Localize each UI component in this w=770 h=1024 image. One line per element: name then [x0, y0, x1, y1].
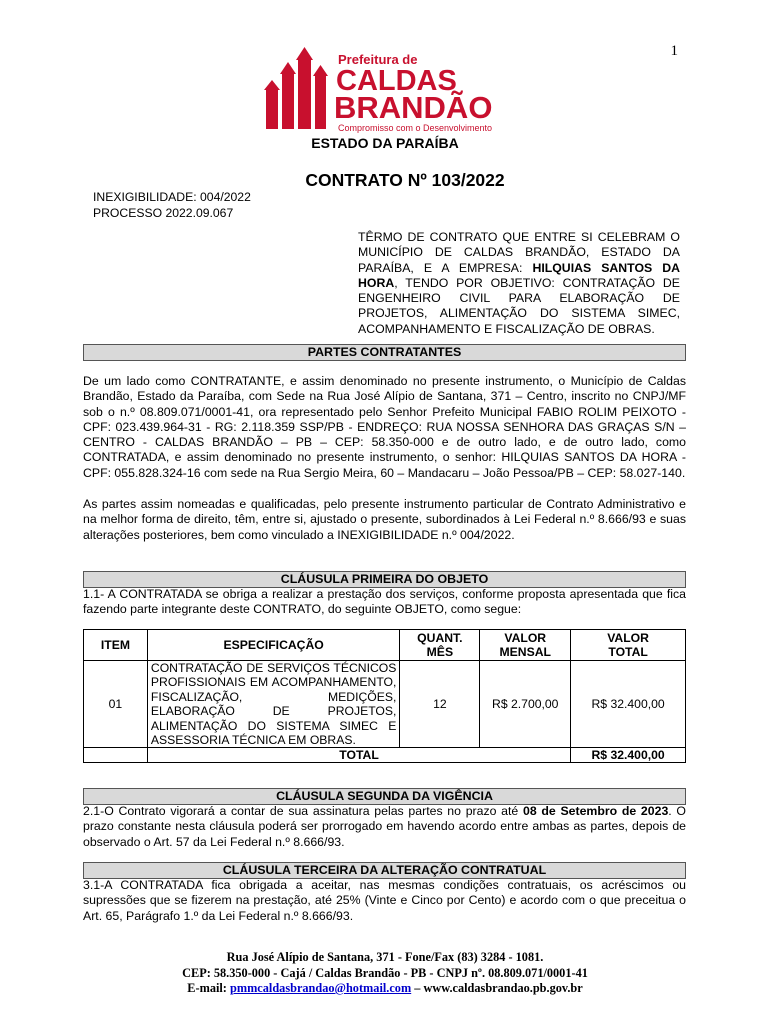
footer-contact: [0, 981, 770, 997]
inexigibilidade-number: INEXIGIBILIDADE: 004/2022: [93, 190, 251, 204]
header-quant-1: QUANT.: [417, 631, 463, 645]
table-header-row: [84, 630, 686, 661]
table-row: [84, 661, 686, 748]
preamble-text-2: , TENDO POR OBJETIVO: CONTRATAÇÃO DE ENGENHEIRO CIVIL PARA ELABORAÇÃO DE PROJETOS, ALIMENTAÇÃO DO SISTEMA SIMEC, ACOMPANHAMENTO E FISCALIZAÇÃO DE OBRAS.: [358, 275, 680, 336]
header-mensal-2: MENSAL: [499, 645, 551, 659]
header-total-2: TOTAL: [608, 645, 648, 659]
section-terceira-title: CLÁUSULA TERCEIRA DA ALTERAÇÃO CONTRATUAL: [83, 862, 686, 879]
segunda-date: 08 de Setembro de 2023: [522, 804, 669, 818]
primeira-paragraph-1: 1.1- A CONTRATADA se obriga a realizar a prestação dos serviços, conforme proposta apresentada que fica fazendo parte integrante deste CONTRATO, do seguinte OBJETO, como segue:: [83, 587, 686, 617]
logo-line3: BRANDÃO: [334, 90, 493, 125]
header-quant-2: MÊS: [426, 645, 454, 659]
services-table: [83, 629, 686, 763]
logo-line1: Prefeitura de: [338, 52, 418, 67]
arrow-bars-icon: [264, 47, 328, 129]
footer-cep: CEP: 58.350-000 - Cajá / Caldas Brandão - PB - CNPJ nº. 08.809.071/0001-41: [182, 965, 588, 980]
footer-email-link[interactable]: pmmcaldasbrandao@hotmail.com: [229, 981, 412, 995]
header-mensal-1: VALOR: [504, 631, 547, 645]
contract-preamble: [358, 230, 680, 337]
header-total: [571, 630, 686, 661]
cell-item: 01: [84, 661, 148, 748]
table-total-row: [84, 748, 686, 763]
total-label: TOTAL: [147, 748, 570, 763]
logo-tagline: Compromisso com o Desenvolvimento: [338, 123, 493, 133]
total-value: R$ 32.400,00: [571, 748, 686, 763]
section-primeira-title: CLÁUSULA PRIMEIRA DO OBJETO: [83, 571, 686, 588]
cell-empty: [84, 748, 148, 763]
contract-meta: [93, 189, 251, 221]
terceira-paragraph-1: 3.1-A CONTRATADA fica obrigada a aceitar, nas mesmas condições contratuais, os acréscimos ou supressões que se fizerem na prestação, até 25% (Vinte e Cinco por Cento) e acordo com o que preceitua o Art. 65, Parágrafo 1.º da Lei Federal n.º 8.666/93.: [83, 878, 686, 923]
header-total-1: VALOR: [607, 631, 649, 645]
preamble-text-1: TÊRMO DE CONTRATO QUE ENTRE SI CELEBRAM O MUNICÍPIO DE CALDAS BRANDÃO, ESTADO DA PARAÍBA, E A EMPRESA:: [358, 230, 680, 275]
partes-paragraph-1: De um lado como CONTRATANTE, e assim denominado no presente instrumento, o Município de Caldas Brandão, Estado da Paraíba, com Sede na Rua José Alípio de Santana, 371 – Centro, inscrito no CNPJ/MF sob o n.º 08.809.071/0001-41, ora representado pelo Senhor Prefeito Municipal FABIO ROLIM PEIXOTO - CPF: 023.439.964-31 - RG: 2.118.359 SSP/PB - ENDREÇO: RUA NOSSA SENHORA DAS GRAÇAS S/N – CENTRO - CALDAS BRANDÃO – PB – CEP: 58.350-000 e de outro lado, e de outro lado, como CONTRATADA, e assim denominado no presente instrumento, o senhor: HILQUIAS SANTOS DA HORA - CPF: 055.828.324-16 com sede na Rua Sergio Meira, 60 – Mandacaru – João Pessoa/PB – CEP: 58.027-140.: [83, 374, 686, 480]
header-item: ITEM: [84, 630, 148, 661]
footer-address: Rua José Alípio de Santana, 371 - Fone/Fax (83) 3284 - 1081.: [226, 950, 544, 964]
section-partes-title: PARTES CONTRATANTES: [83, 344, 686, 361]
cell-quant: 12: [400, 661, 480, 748]
section-segunda-title: CLÁUSULA SEGUNDA DA VIGÊNCIA: [83, 788, 686, 805]
segunda-text-1: 2.1-O Contrato vigorará a contar de sua assinatura pelas partes no prazo até: [83, 804, 523, 818]
cell-spec: CONTRATAÇÃO DE SERVIÇOS TÉCNICOS PROFISSIONAIS EM ACOMPANHAMENTO, FISCALIZAÇÃO, MEDIÇÕES, ELABORAÇÃO DE PROJETOS, ALIMENTAÇÃO DO SISTEMA SIMEC E ASSESSORIA TÉCNICA EM OBRAS.: [147, 661, 400, 748]
segunda-text-2: . O prazo constante nesta cláusula poderá ser prorrogado em havendo acordo entre ambas as partes, depois de observado o Art. 57 da Lei Federal n.º 8.666/93.: [83, 804, 686, 849]
footer-site: – www.caldasbrandao.pb.gov.br: [411, 981, 583, 995]
state-heading: ESTADO DA PARAÍBA: [311, 135, 459, 151]
page-footer: [0, 950, 770, 997]
header-spec: ESPECIFICAÇÃO: [147, 630, 400, 661]
partes-paragraph-2: As partes assim nomeadas e qualificadas, pelo presente instrumento particular de Contrato Administrativo e na melhor forma de direito, têm, entre si, ajustado o presente, subordinados à Lei Federal n.º 8.666/93 e suas alterações posteriores, bem como vinculado a INEXIGIBILIDADE n.º 004/2022.: [83, 497, 686, 542]
logo-line2: CALDAS: [336, 65, 457, 97]
cell-total: R$ 32.400,00: [571, 661, 686, 748]
process-number: PROCESSO 2022.09.067: [93, 206, 234, 220]
preamble-contractor: HILQUIAS SANTOS DA HORA: [358, 260, 680, 290]
prefeitura-logo: [262, 44, 512, 136]
cell-mensal: R$ 2.700,00: [480, 661, 571, 748]
page-number: 1: [670, 43, 678, 59]
header-quant: [400, 630, 480, 661]
header-mensal: [480, 630, 571, 661]
footer-email-label: E-mail:: [187, 981, 230, 995]
segunda-paragraph-1: [83, 804, 686, 850]
contract-title: CONTRATO Nº 103/2022: [305, 170, 505, 190]
